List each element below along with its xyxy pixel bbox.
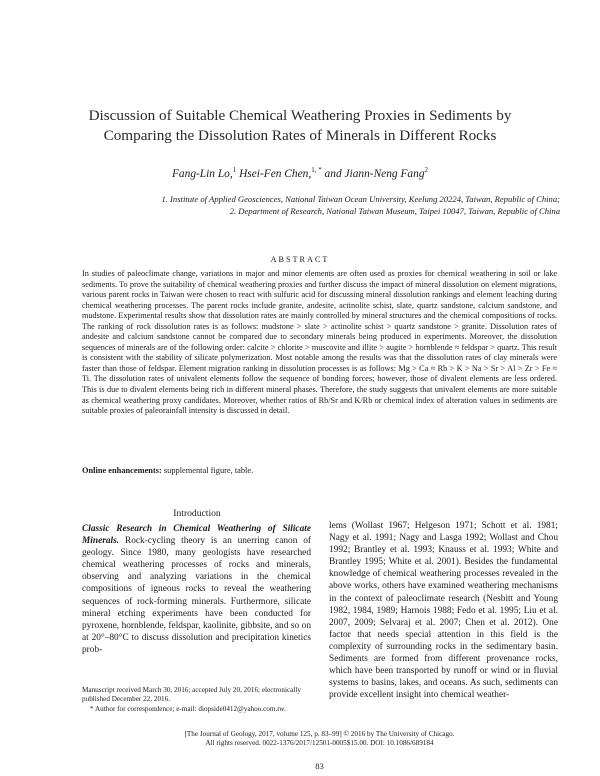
introduction-heading: Introduction [173,508,221,519]
right-column-text: lems (Wollast 1967; Helgeson 1971; Schott et al. 1981; Nagy et al. 1991; Nagy and Lasga 1992; Wollast and Chou 1992; Brantley et al. 1993; Knauss et al. 1993; White and Brantley 1995; White et al. 2001). Besides the fundamental knowledge of chemical weathering processes revealed in the above works, others have examined weathering mechanisms in the context of paleoclimate research (Nesbitt and Young 1982, 1984, 1989; Harnois 1988; Fedo et al. 1995; Liu et al. 2007, 2009; Selvaraj et al. 2007; Chen et al. 2012). One factor that needs special attention in this field is the complexity of surrounding rocks in the sedimentary basin. Sediments are formed from different provenance rocks, which have been transported by runoff or wind or in fluvial systems to basins, lakes, and oceans. As such, sediments can provide excellent insight into chemical weather- [329,521,558,701]
publication-info-line-1: [The Journal of Geology, 2017, volume 125, p. 83–99] © 2016 by The University of Chicago. [184,730,455,738]
body-column-left [82,523,311,656]
page-number: 83 [315,761,324,771]
publication-info-line-2: All rights reserved. 0022-1376/2017/12501-0005$15.00. DOI: 10.1086/689184 [205,739,434,748]
author-list [60,163,540,181]
body-column-right [329,520,558,701]
author-2: Hsei-Fen Chen, [236,167,312,180]
publication-info [82,730,557,748]
footnote-manuscript: Manuscript received March 30, 2016; accepted July 20, 2016; electronically published December 22, 2016. [82,686,301,704]
footnotes [82,686,310,714]
online-enhancements-text: supplemental figure, table. [161,466,254,475]
article-title [60,106,540,146]
left-column-text: Rock-cycling theory is an unerring canon of geology. Since 1980, many geologists have researched chemical weathering processes of rocks and minerals, observing and analyzing variations in the chemical compositions of igneous rocks to reveal the weathering sequences of rock-forming minerals. Furthermore, silicate mineral etching experiments have been conducted for pyroxene, hornblende, feldspar, kaolinite, gibbsite, and so on at 20°–80°C to discuss dissolution and precipitation kinetics prob- [82,536,311,655]
author-2-affil-mark: 1, * [311,166,322,174]
online-enhancements [82,465,557,476]
affiliation-1: 1. Institute of Applied Geosciences, National Taiwan Ocean University, Keelung 20224, Taiwan, Republic of China; [161,194,560,204]
affiliations [110,194,560,217]
author-3-affil-mark: 2 [424,166,429,174]
author-1: Fang-Lin Lo, [171,167,233,180]
online-enhancements-label: Online enhancements: [82,466,162,475]
abstract-heading: ABSTRACT [270,255,330,264]
author-3: and Jiann-Neng Fang [321,167,425,180]
abstract-text: In studies of paleoclimate change, variations in major and minor elements are often used as proxies for chemical weathering in soil or lake sediments. To prove the suitability of chemical weathering proxies and further discuss the impact of mineral dissolution on element migrations, various parent rocks in Taiwan were chosen to react with sulfuric acid for discussing mineral dissolution rankings and element leaching during chemical weathering processes. The parent rocks include granite, andesite, actinolite schist, slate, quartz sandstone, calcium sandstone, and mudstone. Experimental results show that dissolution rates are mainly controlled by mineral structures and the chemical compositions of rocks. The ranking of rock dissolution rates is as follows: mudstone > slate > actinolite schist > quartz sandstone > granite. Dissolution rates of andesite and calcium sandstone cannot be compared due to secondary minerals being produced in experiments. Moreover, the dissolution sequences of minerals are of the following order: calcite > chlorite > muscovite and illite > augite > hornblende ≈ feldspar > quartz. This result is consistent with the stability of silicate polymerization. Most notable among the results was that the dissolution rates of clay minerals were faster than those of feldspar. Element migration ranking in dissolution processes is as follows: Mg > Ca ≈ Rb > K > Na > Sr > Al > Zr > Fe ≈ Ti. The dissolution rates of univalent elements follow the sequence of bonding forces; however, those of divalent elements are less ordered. This is due to divalent elements being rich in different mineral phases. Therefore, the study suggests that univalent elements are more suitable as chemical weathering proxy candidates. Moreover, whether ratios of Rb/Sr and K/Rb or chemical index of alteration values in sediments are suitable proxies of paleorainfall intensity is discussed in detail. [82,269,557,416]
affiliation-2: 2. Department of Research, National Taiwan Museum, Taipei 10047, Taiwan, Republic of China [229,205,560,216]
author-1-affil-mark: 1 [232,166,237,174]
paragraph-lead-heading: Classic Research in Chemical Weathering of Silicate Minerals. [82,524,311,547]
title-line-1: Discussion of Suitable Chemical Weathering Proxies in Sediments by [88,107,512,124]
title-line-2: Comparing the Dissolution Rates of Minerals in Different Rocks [103,127,497,144]
footnote-correspondence: * Author for correspondence; e-mail: diopside0412@yahoo.com.tw. [90,704,286,713]
